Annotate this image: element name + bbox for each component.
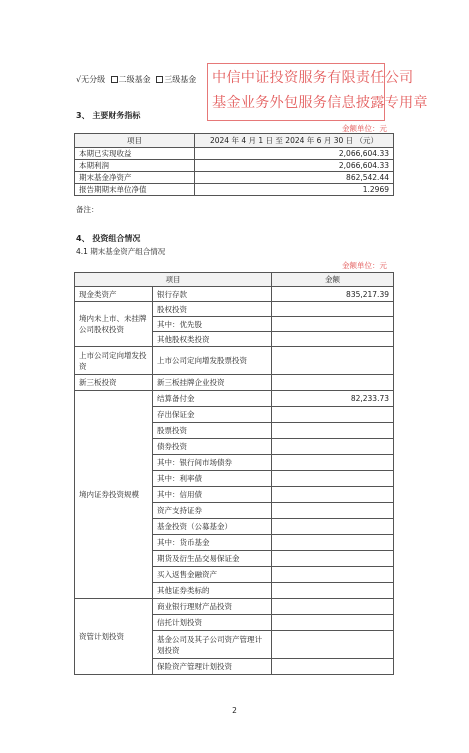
- item-value: [272, 375, 394, 391]
- row-label: 本期利润: [75, 160, 195, 172]
- stamp-line-1: 中信中证投资服务有限责任公司: [212, 70, 414, 86]
- item-label: 股票投资: [153, 423, 272, 439]
- item-value: [272, 317, 394, 332]
- item-label: 其他股权类投资: [153, 332, 272, 347]
- item-value: 835,217.39: [272, 287, 394, 302]
- checkbox-icon: [111, 76, 118, 83]
- section4-title: 4、 投资组合情况: [76, 234, 141, 243]
- item-value: [272, 567, 394, 583]
- header-item: 项目: [75, 134, 195, 148]
- item-value: [272, 659, 394, 675]
- item-value: [272, 615, 394, 631]
- item-value: [272, 347, 394, 375]
- header-period: 2024 年 4 月 1 日 至 2024 年 6 月 30 日 （元）: [195, 134, 394, 148]
- item-label: 资产支持证券: [153, 503, 272, 519]
- row-label: 本期已实现收益: [75, 148, 195, 160]
- header-item: 项目: [75, 273, 272, 287]
- item-label: 银行存款: [153, 287, 272, 302]
- item-value: [272, 439, 394, 455]
- item-value: [272, 551, 394, 567]
- item-label: 信托计划投资: [153, 615, 272, 631]
- checkbox-icon: [156, 76, 163, 83]
- item-label: 存出保证金: [153, 407, 272, 423]
- item-value: 82,233.73: [272, 391, 394, 407]
- category-cell: 资管计划投资: [75, 599, 153, 675]
- section3-title: 3、 主要财务指标: [76, 111, 141, 120]
- item-label: 结算备付金: [153, 391, 272, 407]
- disclosure-stamp: [207, 63, 428, 121]
- item-value: [272, 583, 394, 599]
- stamp-line-2: 基金业务外包服务信息披露专用章: [212, 95, 428, 111]
- row-label: 报告期期末单位净值: [75, 184, 195, 196]
- item-label: 债券投资: [153, 439, 272, 455]
- row-value: 2,066,604.33: [195, 148, 394, 160]
- section3-unit: 金额单位：元: [342, 124, 387, 133]
- section3-note: 备注：: [76, 205, 99, 214]
- item-value: [272, 423, 394, 439]
- item-value: [272, 302, 394, 317]
- asset-portfolio-table: [74, 272, 394, 675]
- checked-mark: √: [76, 75, 82, 84]
- category-cell: 现金类资产: [75, 287, 153, 302]
- item-label: 期货及衍生品交易保证金: [153, 551, 272, 567]
- row-value: 2,066,604.33: [195, 160, 394, 172]
- item-label: 其他证券类标的: [153, 583, 272, 599]
- item-value: [272, 487, 394, 503]
- header-amount: 金额: [272, 273, 394, 287]
- item-value: [272, 535, 394, 551]
- item-label: 其中：信用债: [153, 487, 272, 503]
- item-label: 其中：优先股: [153, 317, 272, 332]
- item-value: [272, 599, 394, 615]
- item-label: 其中：货币基金: [153, 535, 272, 551]
- item-label: 保险资产管理计划投资: [153, 659, 272, 675]
- grade-option-2: 二级基金: [118, 75, 151, 84]
- row-label: 期末基金净资产: [75, 172, 195, 184]
- item-label: 基金公司及其子公司资产管理计划投资: [153, 631, 272, 659]
- financial-indicators-table: [74, 133, 394, 196]
- category-cell: 上市公司定向增发投资: [75, 347, 153, 375]
- item-value: [272, 471, 394, 487]
- item-value: [272, 503, 394, 519]
- category-cell: 境内未上市、未挂牌公司股权投资: [75, 302, 153, 347]
- item-value: [272, 332, 394, 347]
- item-label: 上市公司定向增发股票投资: [153, 347, 272, 375]
- row-value: 862,542.44: [195, 172, 394, 184]
- category-cell: 境内证券投资规模: [75, 391, 153, 599]
- category-cell: 新三板投资: [75, 375, 153, 391]
- item-label: 其中：利率债: [153, 471, 272, 487]
- item-label: 基金投资（公募基金）: [153, 519, 272, 535]
- item-label: 其中：银行间市场债券: [153, 455, 272, 471]
- fund-grade-line: [76, 74, 196, 85]
- section4-subtitle: 4.1 期末基金资产组合情况: [76, 247, 166, 256]
- item-label: 买入返售金融资产: [153, 567, 272, 583]
- grade-option-3: 三级基金: [164, 75, 197, 84]
- item-label: 股权投资: [153, 302, 272, 317]
- section4-unit: 金额单位：元: [342, 261, 387, 270]
- item-label: 新三板挂牌企业投资: [153, 375, 272, 391]
- item-value: [272, 407, 394, 423]
- row-value: 1.2969: [195, 184, 394, 196]
- item-label: 商业银行理财产品投资: [153, 599, 272, 615]
- item-value: [272, 519, 394, 535]
- item-value: [272, 455, 394, 471]
- item-value: [272, 631, 394, 659]
- page-number: 2: [232, 706, 237, 715]
- grade-option-1: 无分级: [81, 75, 106, 84]
